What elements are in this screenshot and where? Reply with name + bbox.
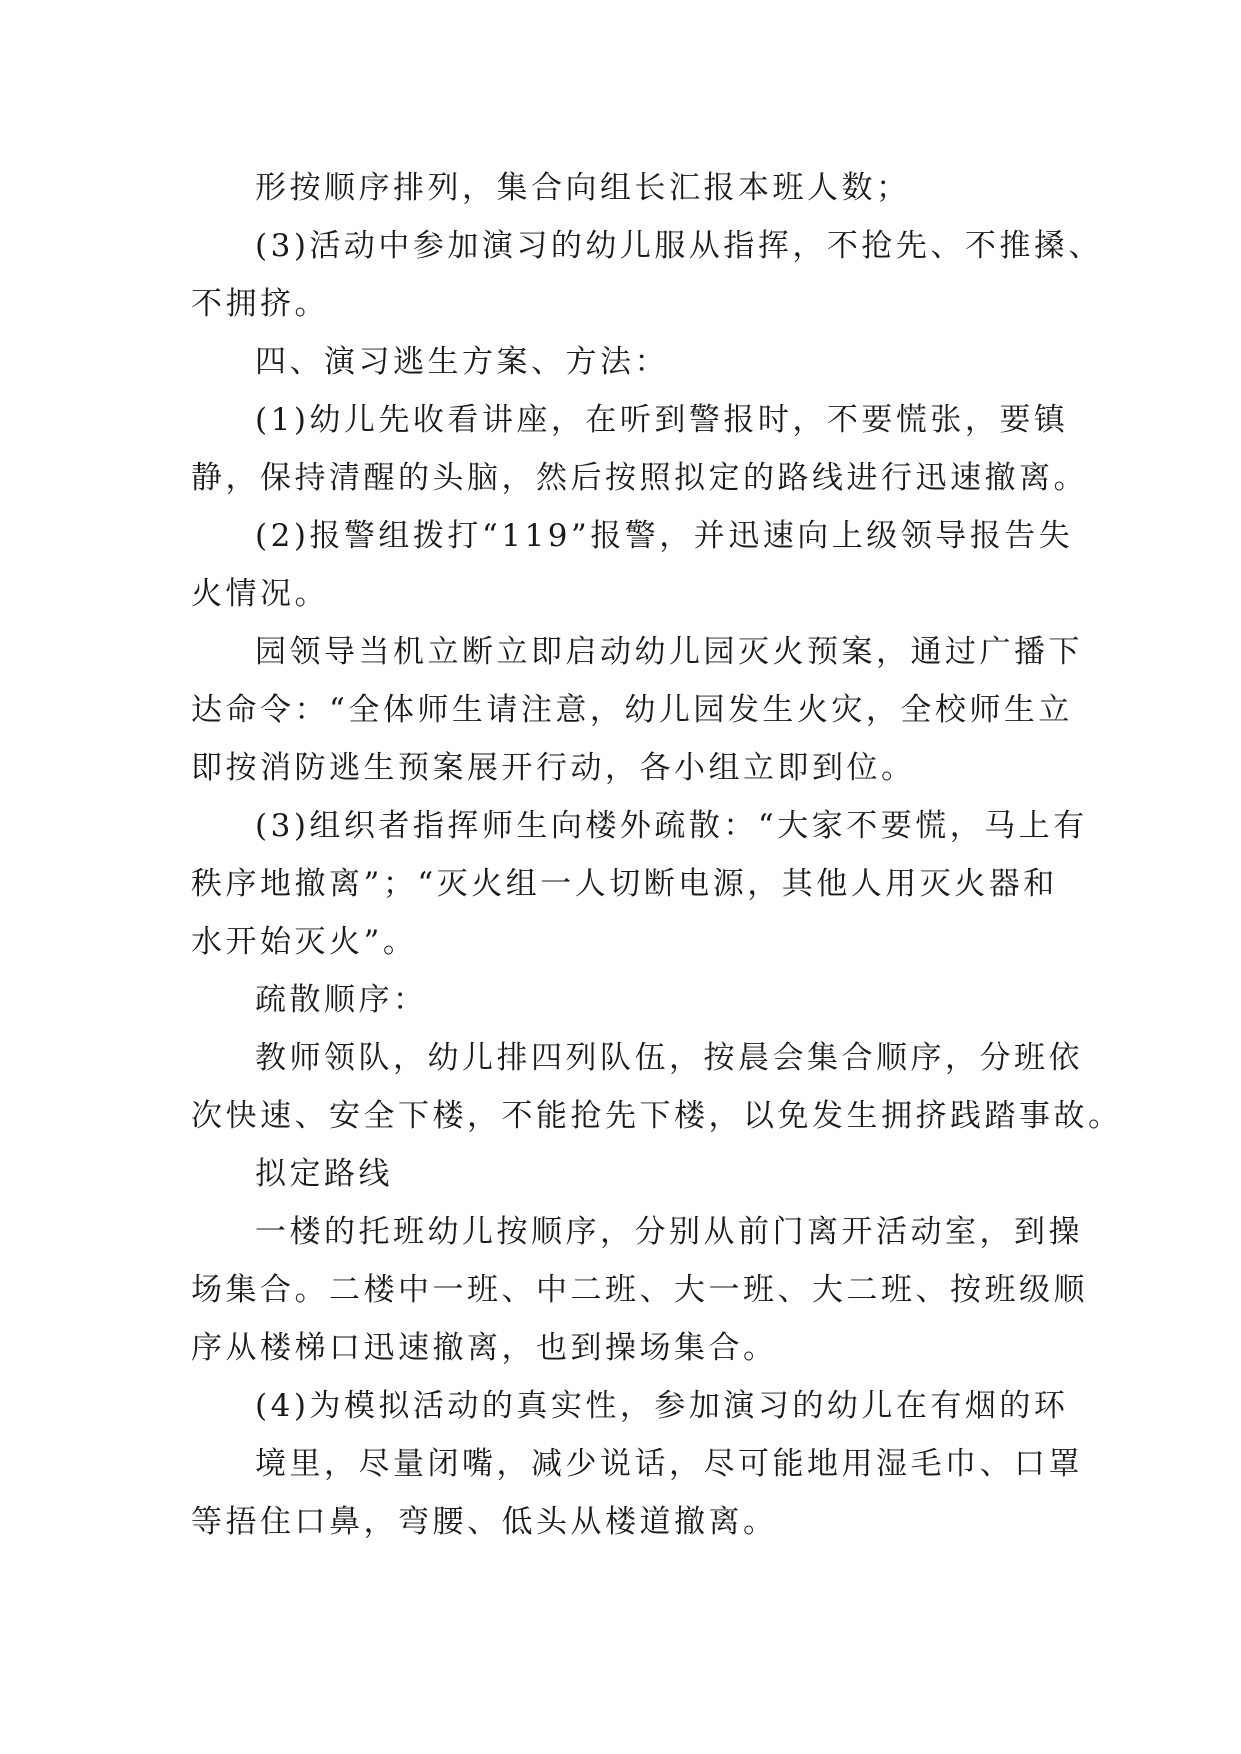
text-line: 不拥挤。 bbox=[191, 286, 329, 322]
text-line: (2)报警组拨打“119”报警，并迅速向上级领导报告失 bbox=[255, 518, 1074, 554]
text-line: 一楼的托班幼儿按顺序，分别从前门离开活动室，到操 bbox=[255, 1214, 1083, 1250]
text-line: 次快速、安全下楼，不能抢先下楼，以免发生拥挤践踏事故。 bbox=[191, 1098, 1123, 1134]
text-line: 即按消防逃生预案展开行动，各小组立即到位。 bbox=[191, 750, 916, 786]
text-line: 教师领队，幼儿排四列队伍，按晨会集合顺序，分班依 bbox=[255, 1040, 1083, 1076]
text-line: (3)组织者指挥师生向楼外疏散：“大家不要慌，马上有 bbox=[255, 808, 1088, 844]
text-line: (1)幼儿先收看讲座，在听到警报时，不要慌张，要镇 bbox=[255, 402, 1069, 438]
text-line: (3)活动中参加演习的幼儿服从指挥，不抢先、不推搡、 bbox=[255, 228, 1103, 264]
text-line: 等捂住口鼻，弯腰、低头从楼道撤离。 bbox=[191, 1504, 778, 1540]
subheading: 疏散顺序： bbox=[255, 982, 428, 1018]
text-line: 火情况。 bbox=[191, 576, 329, 612]
text-line: 达命令：“全体师生请注意，幼儿园发生火灾，全校师生立 bbox=[191, 692, 1073, 728]
text-line: 园领导当机立断立即启动幼儿园灭火预案，通过广播下 bbox=[255, 634, 1083, 670]
subheading: 拟定路线 bbox=[255, 1156, 393, 1192]
section-heading: 四、演习逃生方案、方法： bbox=[255, 344, 669, 380]
text-line: 场集合。二楼中一班、中二班、大一班、大二班、按班级顺 bbox=[191, 1272, 1088, 1308]
text-line: 序从楼梯口迅速撤离，也到操场集合。 bbox=[191, 1330, 778, 1366]
text-line: (4)为模拟活动的真实性，参加演习的幼儿在有烟的环 bbox=[255, 1388, 1069, 1424]
text-line: 静，保持清醒的头脑，然后按照拟定的路线进行迅速撤离。 bbox=[191, 460, 1088, 496]
text-line: 形按顺序排列，集合向组长汇报本班人数； bbox=[255, 170, 911, 206]
text-line: 秩序地撤离”；“灭火组一人切断电源，其他人用灭火器和 bbox=[191, 866, 1058, 902]
text-line: 境里，尽量闭嘴，减少说话，尽可能地用湿毛巾、口罩 bbox=[255, 1446, 1083, 1482]
text-line: 水开始灭火”。 bbox=[191, 924, 418, 960]
